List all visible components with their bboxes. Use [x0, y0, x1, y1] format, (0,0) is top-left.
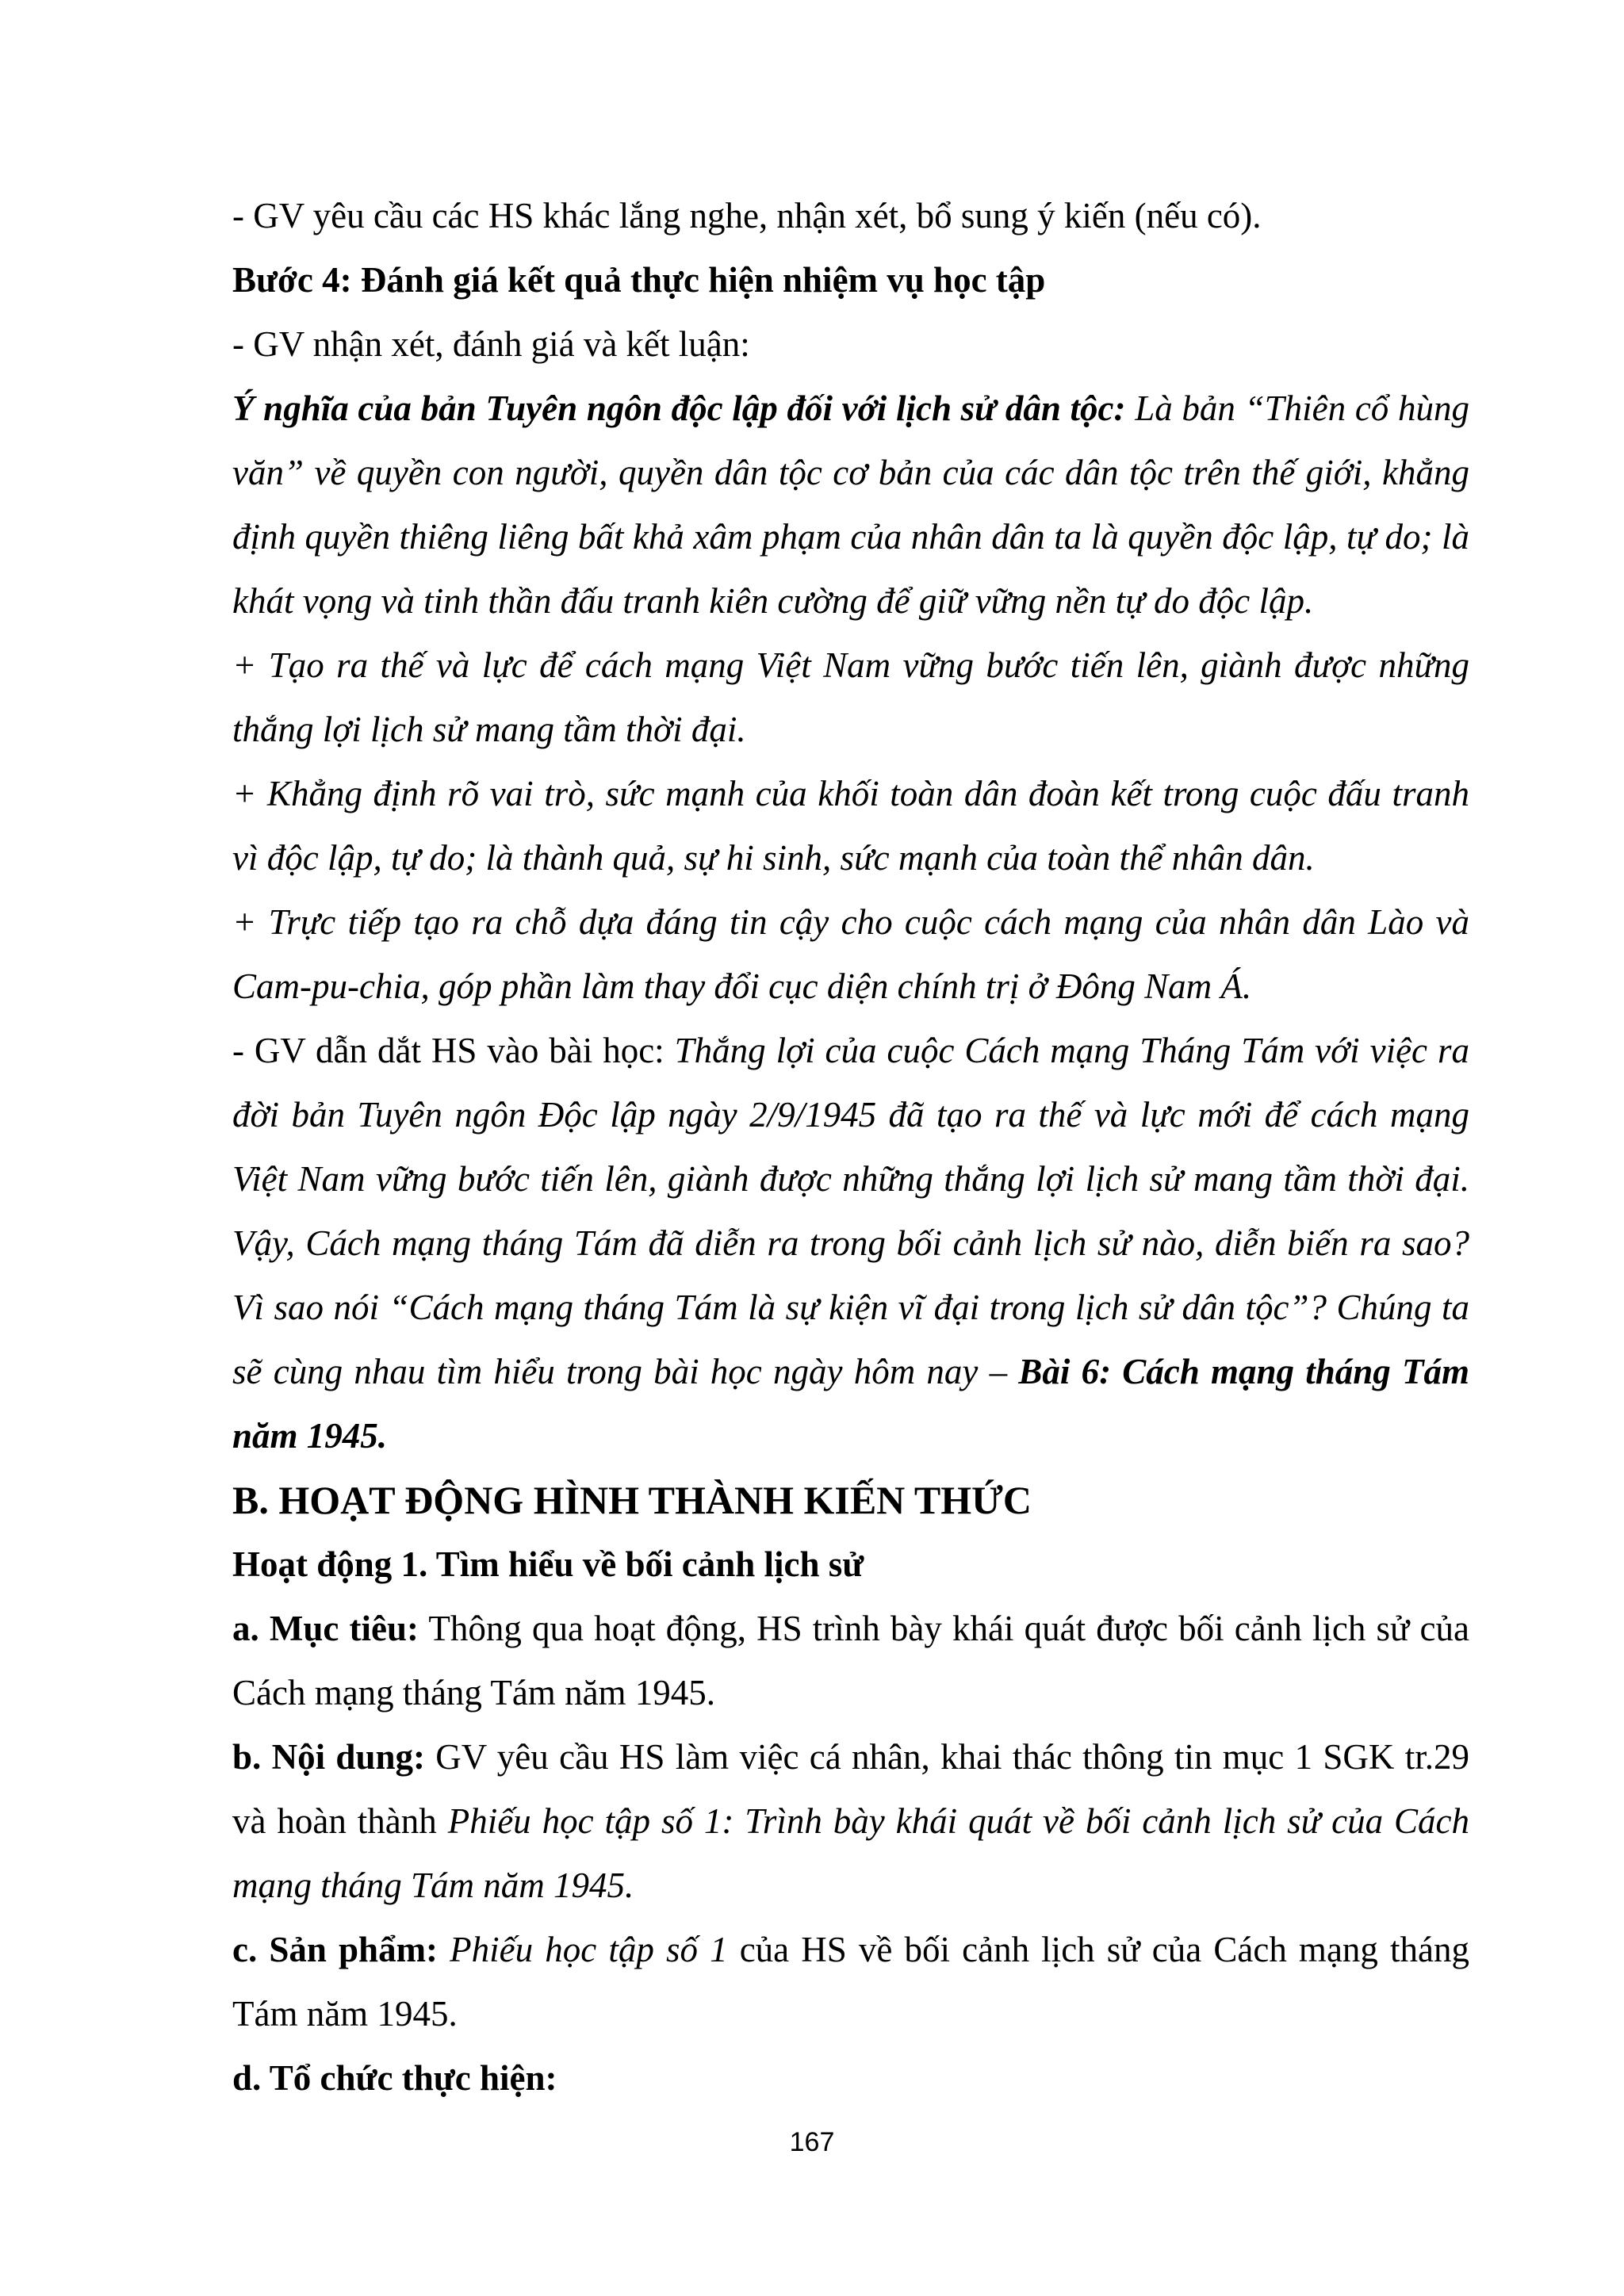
content-text: GV yêu cầu HS làm việc cá nhân, khai thác thông tin mục 1 SGK tr.29 và hoàn thành — [232, 1737, 1470, 1841]
objective-label: a. Mục tiêu: — [232, 1609, 419, 1648]
implementation-heading: d. Tổ chức thực hiện: — [232, 2058, 557, 2098]
significance-lead: Ý nghĩa của bản Tuyên ngôn độc lập đối với lịch sử dân tộc: — [232, 388, 1126, 428]
step-4-heading: Bước 4: Đánh giá kết quả thực hiện nhiệm vụ học tập — [232, 260, 1046, 300]
lesson-intro-text: Thắng lợi của cuộc Cách mạng Tháng Tám với việc ra đời bản Tuyên ngôn Độc lập ngày 2/9/1945 đã tạo ra thế và lực mới để cách mạng Việt Nam vững bước tiến lên, giành được những thắng lợi lịch sử mang tầm thời đại. Vậy, Cách mạng tháng Tám đã diễn ra trong bối cảnh lịch sử nào, diễn biến ra sao? Vì sao nói “Cách mạng tháng Tám là sự kiện vĩ đại trong lịch sử dân tộc”? Chúng ta sẽ cùng nhau tìm hiểu trong bài học ngày hôm nay – — [232, 1031, 1469, 1391]
paragraph-product — [232, 1918, 1469, 2046]
lesson-title: Bài 6: Cách mạng tháng Tám năm 1945. — [232, 1352, 1470, 1456]
product-worksheet: Phiếu học tập số 1 — [438, 1930, 728, 1969]
section-heading: B. HOẠT ĐỘNG HÌNH THÀNH KIẾN THỨC — [232, 1478, 1032, 1522]
activity-heading: Hoạt động 1. Tìm hiểu về bối cảnh lịch sử — [232, 1544, 864, 1584]
paragraph-lesson-intro — [232, 1019, 1469, 1468]
paragraph-gv-conclusion: - GV nhận xét, đánh giá và kết luận: — [232, 324, 750, 364]
paragraph-significance — [232, 377, 1469, 633]
document-body — [232, 184, 1469, 2110]
objective-text: Thông qua hoạt động, HS trình bày khái quát được bối cảnh lịch sử của Cách mạng tháng Tám năm 1945. — [232, 1609, 1469, 1712]
bullet-unity: + Khẳng định rõ vai trò, sức mạnh của khối toàn dân đoàn kết trong cuộc đấu tranh vì độc lập, tự do; là thành quả, sự hi sinh, sức mạnh của toàn thể nhân dân. — [232, 774, 1469, 878]
product-text: của HS về bối cảnh lịch sử của Cách mạng tháng Tám năm 1945. — [232, 1930, 1470, 2034]
paragraph-objective — [232, 1597, 1469, 1725]
significance-text: Là bản “Thiên cổ hùng văn” về quyền con người, quyền dân tộc cơ bản của các dân tộc trên thế giới, khẳng định quyền thiêng liêng bất khả xâm phạm của nhân dân ta là quyền độc lập, tự do; là khát vọng và tinh thần đấu tranh kiên cường để giữ vững nền tự do độc lập. — [232, 388, 1470, 621]
bullet-support: + Trực tiếp tạo ra chỗ dựa đáng tin cậy cho cuộc cách mạng của nhân dân Lào và Cam-pu-chia, góp phần làm thay đổi cục diện chính trị ở Đông Nam Á. — [232, 902, 1469, 1006]
worksheet-title: Phiếu học tập số 1: Trình bày khái quát về bối cảnh lịch sử của Cách mạng tháng Tám năm 1945. — [232, 1801, 1470, 1905]
content-label: b. Nội dung: — [232, 1737, 425, 1777]
page-number: 167 — [789, 2127, 835, 2157]
paragraph-content — [232, 1725, 1469, 1918]
lesson-intro-lead: - GV dẫn dắt HS vào bài học: — [232, 1031, 675, 1070]
product-label: c. Sản phẩm: — [232, 1930, 439, 1969]
paragraph-gv-request: - GV yêu cầu các HS khác lắng nghe, nhận xét, bổ sung ý kiến (nếu có). — [232, 196, 1262, 235]
bullet-strength: + Tạo ra thế và lực để cách mạng Việt Nam vững bước tiến lên, giành được những thắng lợi lịch sử mang tầm thời đại. — [232, 645, 1469, 749]
